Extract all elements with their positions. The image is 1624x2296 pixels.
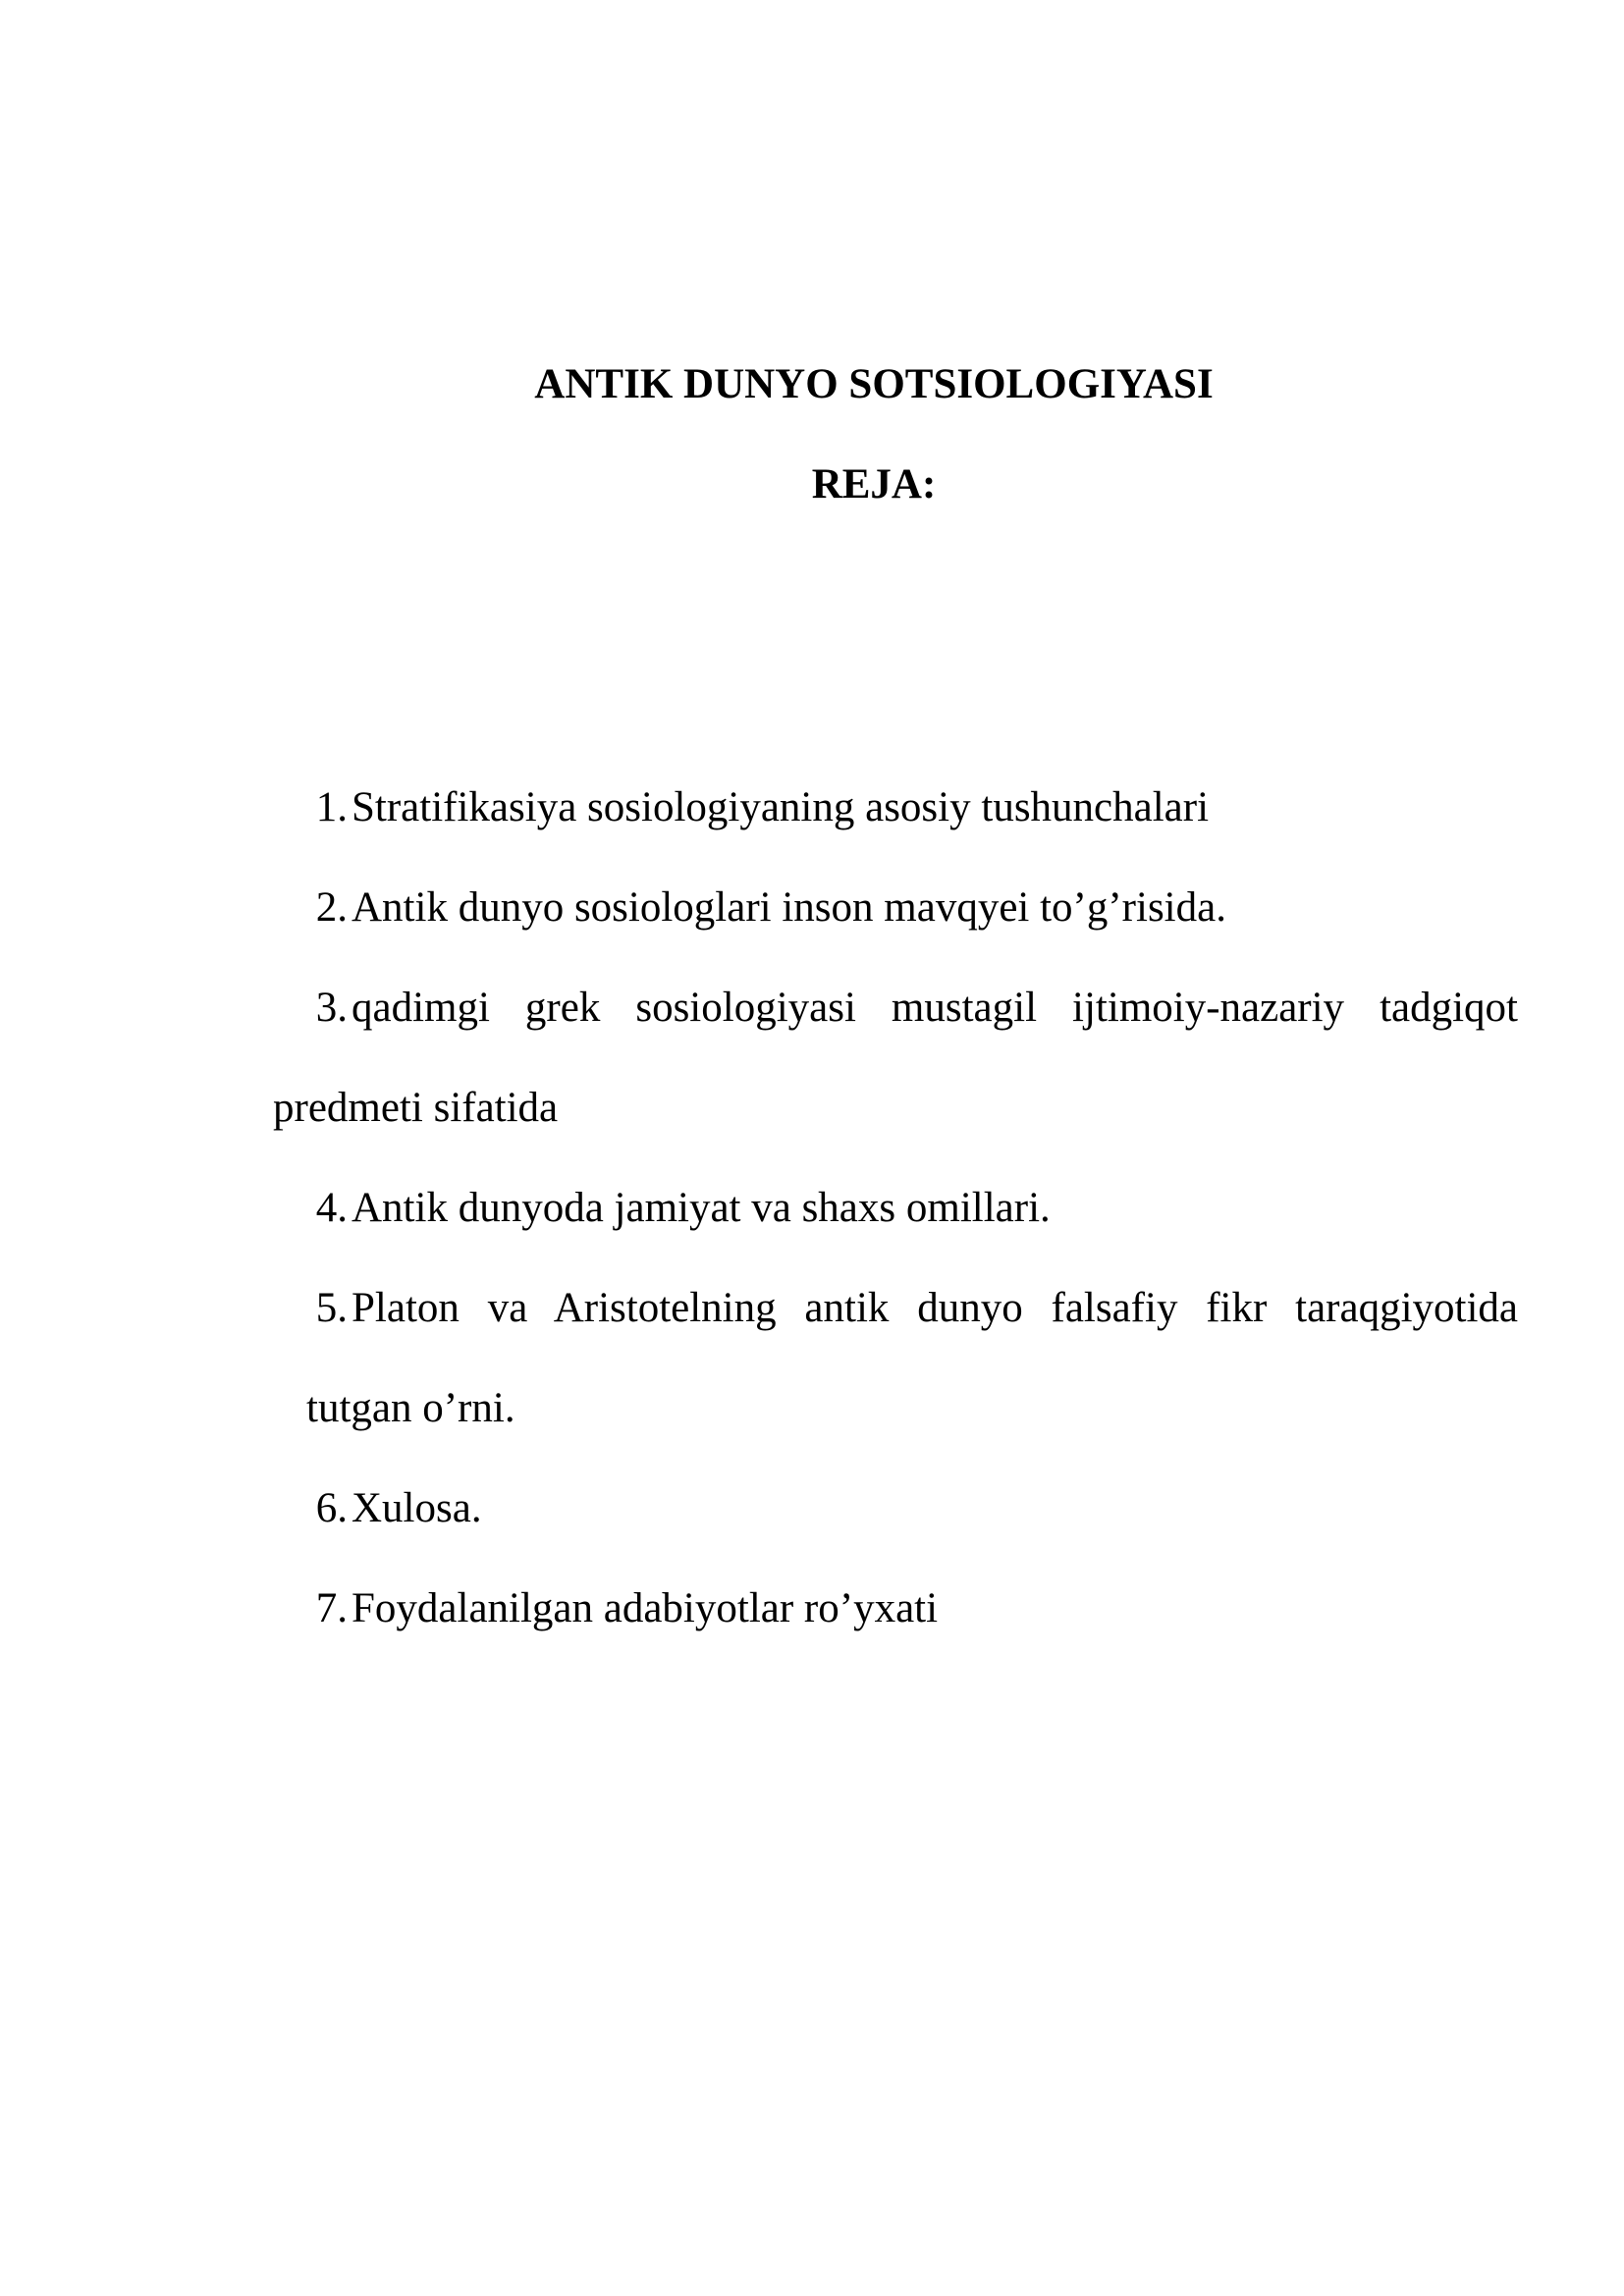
- plan-item-number: 3.: [315, 985, 348, 1031]
- plan-item-number: 1.: [315, 784, 348, 830]
- plan-item-text: Platon va Aristotelning antik dunyo falsafiy fikr taraqgiyotida: [352, 1285, 1518, 1331]
- plan-heading: REJA:: [811, 461, 937, 507]
- plan-item-text: Foydalanilgan adabiyotlar ro’yxati: [352, 1585, 939, 1631]
- plan-item-number: 5.: [315, 1285, 348, 1331]
- plan-item-1: [273, 758, 1518, 858]
- plan-item-6: [273, 1459, 1518, 1559]
- plan-item-text: Antik dunyo sosiologlari inson mavqyei to’g’risida.: [352, 884, 1226, 931]
- plan-item-2: [273, 858, 1518, 958]
- plan-item-number: 4.: [315, 1185, 348, 1231]
- plan-item-number: 7.: [315, 1585, 348, 1631]
- plan-item-text: Stratifikasiya sosiologiyaning asosiy tushunchalari: [352, 784, 1210, 830]
- plan-item-3: [273, 958, 1518, 1158]
- plan-item-number: 2.: [315, 884, 348, 931]
- plan-item-text: qadimgi grek sosiologiyasi mustagil ijtimoiy-nazariy tadgiqot: [352, 985, 1518, 1031]
- plan-item-text: Antik dunyoda jamiyat va shaxs omillari.: [352, 1185, 1051, 1231]
- page-title: ANTIK DUNYO SOTSIOLOGIYASI: [534, 361, 1214, 407]
- plan-item-text: Xulosa.: [352, 1485, 482, 1531]
- plan-item-4: [273, 1158, 1518, 1258]
- plan-item-number: 6.: [315, 1485, 348, 1531]
- plan-item-text-continuation: predmeti sifatida: [273, 1085, 559, 1131]
- plan-item-7: [273, 1559, 1518, 1659]
- plan-item-text-continuation: tutgan o’rni.: [306, 1385, 515, 1431]
- plan-item-5: [273, 1258, 1518, 1459]
- plan-list: [273, 758, 1518, 1659]
